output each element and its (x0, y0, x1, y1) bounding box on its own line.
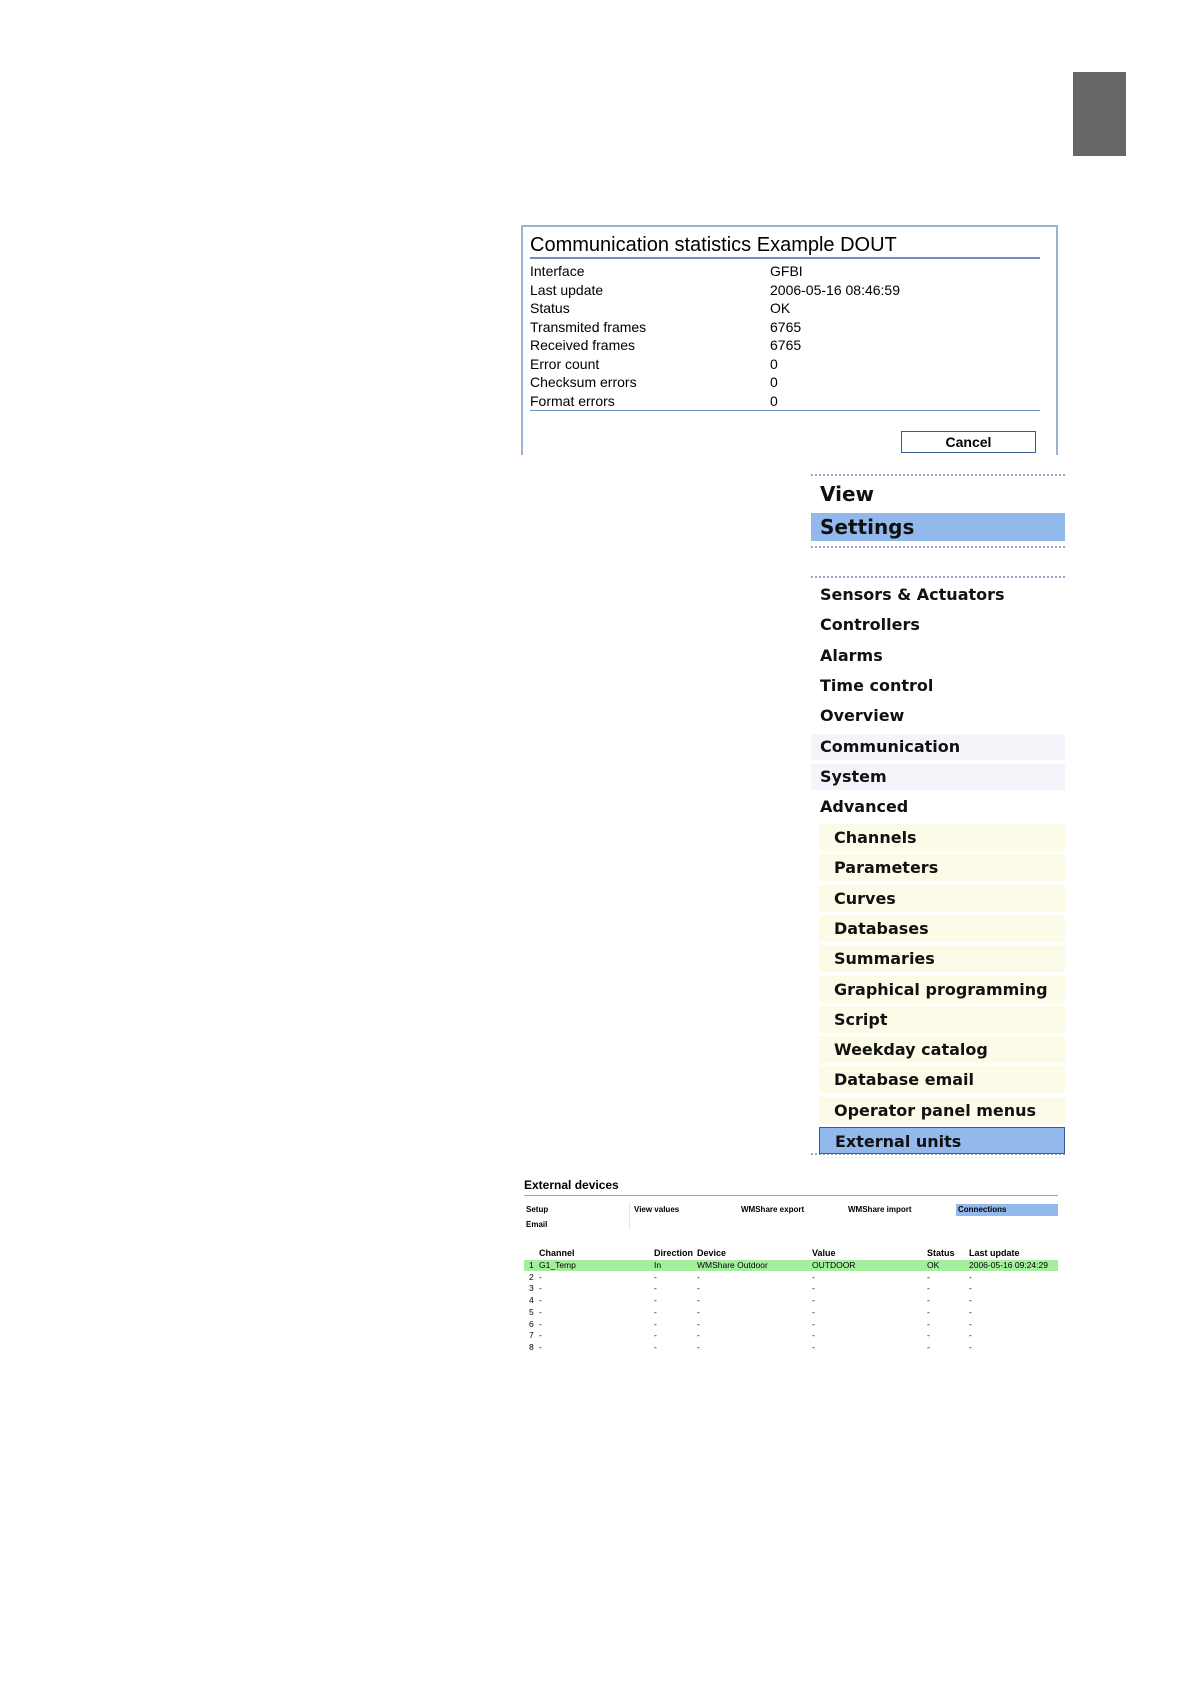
cell-value: - (812, 1318, 815, 1329)
cell-direction: - (654, 1330, 657, 1341)
stat-value: GFBI (770, 263, 803, 279)
cell-last-update: - (969, 1295, 972, 1306)
stat-value: 2006-05-16 08:46:59 (770, 281, 900, 298)
submenu-item-parameters[interactable]: Parameters (819, 854, 1065, 881)
tab-email[interactable]: Email (526, 1220, 548, 1229)
divider (629, 1202, 630, 1230)
submenu-item-weekday-catalog[interactable]: Weekday catalog (819, 1036, 1065, 1063)
tab-view-values[interactable]: View values (634, 1205, 680, 1214)
cell-device: WMShare Outdoor (697, 1260, 768, 1270)
cell-direction: In (654, 1260, 662, 1270)
cell-direction: - (654, 1283, 657, 1294)
cell-value: - (812, 1271, 815, 1282)
column-header-channel: Channel (539, 1248, 575, 1258)
cell-direction: - (654, 1306, 657, 1317)
cell-value: - (812, 1295, 815, 1306)
submenu-item-databases[interactable]: Databases (819, 915, 1065, 942)
cell-status: - (927, 1341, 930, 1352)
cell-status: - (927, 1318, 930, 1329)
menu-item-time-control[interactable]: Time control (820, 675, 934, 695)
cell-channel: - (539, 1295, 542, 1306)
menu-item-advanced[interactable]: Advanced (820, 797, 909, 817)
cell-device: - (697, 1295, 700, 1306)
cell-last-update: - (969, 1341, 972, 1352)
table-row[interactable] (524, 1330, 1058, 1341)
table-row[interactable] (524, 1272, 1058, 1283)
stat-label: Error count (530, 355, 600, 372)
stat-label: Transmited frames (530, 318, 647, 335)
cell-channel: - (539, 1330, 542, 1341)
row-number: 1 (529, 1260, 534, 1270)
column-header-value: Value (812, 1248, 836, 1258)
stat-value: 0 (770, 355, 778, 372)
menu-item-communication[interactable]: Communication (811, 734, 1065, 760)
cell-channel: - (539, 1341, 542, 1352)
row-number: 2 (529, 1271, 534, 1282)
cell-device: - (697, 1330, 700, 1341)
stat-label: Received frames (530, 337, 636, 353)
cell-status: - (927, 1295, 930, 1306)
cell-last-update: 2006-05-16 09:24:29 (969, 1260, 1048, 1270)
cell-last-update: - (969, 1283, 972, 1294)
cell-device: - (697, 1318, 700, 1329)
cell-channel: - (539, 1306, 542, 1317)
column-header-status: Status (927, 1248, 955, 1258)
stat-value: 6765 (770, 318, 802, 335)
submenu-item-graphical-programming[interactable]: Graphical programming (819, 976, 1065, 1003)
cell-device: - (697, 1341, 700, 1352)
cell-device: - (697, 1271, 700, 1282)
divider (811, 546, 1065, 548)
menu-item-system[interactable]: System (811, 764, 1065, 790)
submenu-item-channels[interactable]: Channels (819, 824, 1065, 851)
row-number: 3 (529, 1283, 534, 1294)
cell-value: OUTDOOR (812, 1260, 856, 1270)
external-devices-panel (524, 1178, 1058, 1358)
cell-direction: - (654, 1318, 657, 1329)
row-number: 7 (529, 1330, 534, 1341)
panel-title: External devices (524, 1178, 1058, 1196)
row-number: 4 (529, 1295, 534, 1306)
table-row[interactable] (524, 1283, 1058, 1294)
cell-device: - (697, 1306, 700, 1317)
column-header-direction: Direction (654, 1248, 694, 1258)
menu-top-item-view[interactable]: View (820, 482, 875, 506)
stat-value: 6765 (770, 337, 802, 353)
cell-last-update: - (969, 1271, 972, 1282)
cell-channel: - (539, 1271, 542, 1282)
cell-channel: - (539, 1283, 542, 1294)
tab-setup[interactable]: Setup (526, 1205, 549, 1214)
cell-value: - (812, 1283, 815, 1294)
tab-connections[interactable]: Connections (956, 1204, 1058, 1216)
column-header-last-update: Last update (969, 1248, 1020, 1258)
row-number: 8 (529, 1341, 534, 1352)
chapter-tab-marker (1073, 72, 1126, 156)
cell-direction: - (654, 1271, 657, 1282)
submenu-item-database-email[interactable]: Database email (819, 1066, 1065, 1093)
cancel-button[interactable]: Cancel (901, 431, 1036, 453)
cell-status: - (927, 1306, 930, 1317)
cell-status: - (927, 1283, 930, 1294)
stat-value: OK (770, 300, 791, 316)
submenu-item-summaries[interactable]: Summaries (819, 945, 1065, 972)
cell-device: - (697, 1283, 700, 1294)
stat-value: 0 (770, 374, 778, 390)
stat-label: Checksum errors (530, 374, 637, 390)
settings-menu (811, 474, 1065, 1155)
communication-statistics-dialog (521, 225, 1058, 455)
cell-direction: - (654, 1341, 657, 1352)
cell-value: - (812, 1341, 815, 1352)
table-row[interactable] (524, 1295, 1058, 1306)
menu-item-alarms[interactable]: Alarms (820, 645, 883, 665)
cell-last-update: - (969, 1330, 972, 1341)
stat-label: Interface (530, 263, 585, 279)
submenu-item-curves[interactable]: Curves (819, 885, 1065, 912)
cell-direction: - (654, 1295, 657, 1306)
submenu-item-operator-panel-menus[interactable]: Operator panel menus (819, 1097, 1065, 1124)
dialog-title: Communication statistics Example DOUT (530, 233, 1040, 259)
tab-wmshare-import[interactable]: WMShare import (848, 1205, 912, 1214)
row-number: 5 (529, 1306, 534, 1317)
cell-channel: G1_Temp (539, 1260, 576, 1270)
menu-item-controllers[interactable]: Controllers (820, 615, 920, 635)
row-number: 6 (529, 1318, 534, 1329)
cell-value: - (812, 1306, 815, 1317)
divider (811, 576, 1065, 578)
submenu-item-script[interactable]: Script (819, 1006, 1065, 1033)
cell-value: - (812, 1330, 815, 1341)
cell-status: - (927, 1271, 930, 1282)
divider (530, 410, 1040, 411)
tab-wmshare-export[interactable]: WMShare export (741, 1205, 805, 1214)
stat-label: Status (530, 300, 570, 316)
table-row[interactable] (524, 1307, 1058, 1318)
cell-last-update: - (969, 1318, 972, 1329)
table-row[interactable] (524, 1342, 1058, 1353)
cell-status: OK (927, 1260, 940, 1270)
table-row[interactable] (524, 1319, 1058, 1330)
menu-item-overview[interactable]: Overview (820, 706, 905, 726)
stat-label: Format errors (530, 392, 615, 409)
submenu-item-external-units[interactable]: External units (819, 1127, 1065, 1154)
cell-channel: - (539, 1318, 542, 1329)
menu-top-item-settings[interactable]: Settings (811, 513, 1065, 541)
table-row[interactable] (524, 1260, 1058, 1271)
column-header-device: Device (697, 1248, 727, 1258)
divider (811, 474, 1065, 476)
stat-label: Last update (530, 281, 604, 298)
cell-last-update: - (969, 1306, 972, 1317)
cell-status: - (927, 1330, 930, 1341)
menu-item-sensors-actuators[interactable]: Sensors & Actuators (820, 585, 1005, 604)
stat-value: 0 (770, 392, 778, 409)
